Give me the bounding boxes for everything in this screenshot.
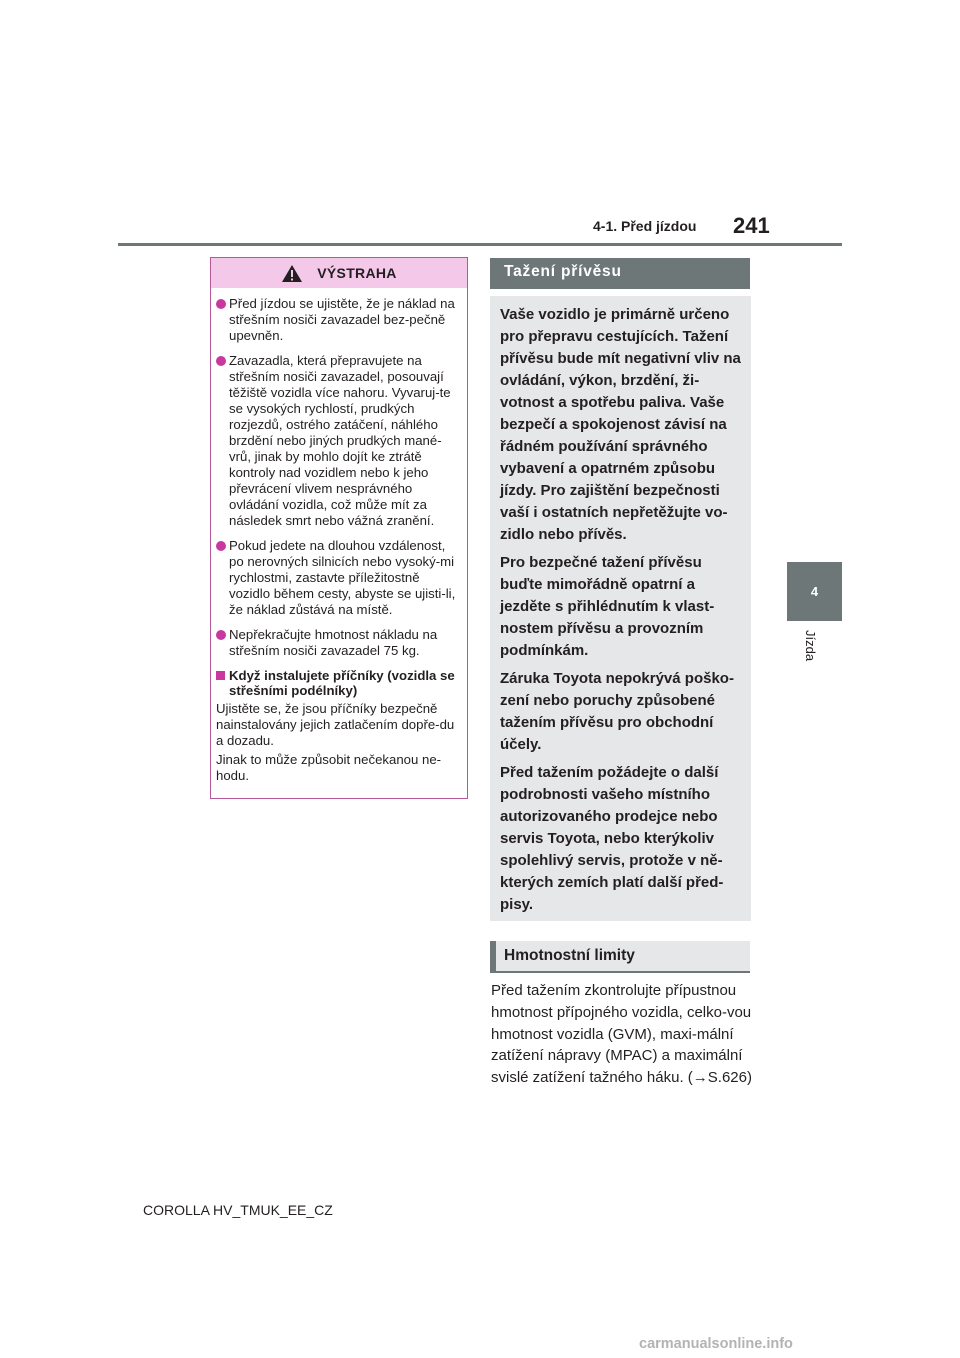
- warning-body: [211, 288, 467, 784]
- warning-item: [216, 296, 461, 344]
- warning-item-text: Pokud jedete na dlouhou vzdálenost, po nerovných silnicích nebo vysoký-mi rychlostmi, zastavte příležitostně vozidlo během cesty, abyste se ujisti-li, že náklad zůstává na místě.: [229, 538, 456, 617]
- footer-model: COROLLA HV_TMUK_EE_CZ: [143, 1202, 333, 1218]
- towing-paragraph: Před tažením požádejte o další podrobnosti vašeho místního autorizovaného prodejce nebo servis Toyota, nebo kterýkoliv spolehlivý servis, protože v ně-kterých zemích platí další před-pisy.: [500, 764, 724, 913]
- chapter-label: Jízda: [803, 630, 818, 662]
- warning-subheading-text: Když instalujete příčníky (vozidla se střešními podélníky): [229, 668, 455, 698]
- weight-limits-text: Před tažením zkontrolujte přípustnou hmotnost přípojného vozidla, celko-vou hmotnost vozidla (GVM), maxi-mální zatížení nápravy (MPAC) a maximální svislé zatížení tažného háku. (→S.626): [491, 982, 752, 1087]
- warning-item-text: Zavazadla, která přepravujete na střešním nosiči zavazadel, posouvají těžiště vozidla více nahoru. Vyvaruj-te se vysokých rychlostí, prudkých rozjezdů, ostrého zatáčení, náhlého brzdění nebo jiných prudkých mané-vrů, jinak by mohlo dojít ke ztrátě kontroly nad vozidlem nebo k jeho převrácení vlivem nesprávného ovládání vozidla, což může mít za následek smrt nebo vážná zranění.: [229, 353, 451, 528]
- warning-item: [216, 353, 461, 529]
- warning-paragraph: Ujistěte se, že jsou příčníky bezpečně nainstalovány jejich zatlačením dopře-du a dozadu.: [216, 701, 455, 748]
- towing-heading: Tažení přívěsu: [490, 258, 750, 289]
- bullet-icon: [216, 356, 226, 366]
- warning-item-text: Před jízdou se ujistěte, že je náklad na střešním nosiči zavazadel bez-pečně upevněn.: [229, 296, 455, 343]
- warning-item: [216, 627, 461, 659]
- watermark: carmanualsonline.info: [639, 1336, 793, 1352]
- bullet-icon: [216, 630, 226, 640]
- towing-paragraph: Pro bezpečné tažení přívěsu buďte mimořádně opatrní a jezděte s přihlédnutím k vlast-nostem přívěsu a provozním podmínkám.: [500, 554, 715, 659]
- chapter-tab: [787, 562, 842, 621]
- warning-item: [216, 538, 461, 618]
- towing-paragraph: Záruka Toyota nepokrývá poško-zení nebo poruchy způsobené tažením přívěsu pro obchodní účely.: [500, 670, 734, 753]
- warning-item-text: Nepřekračujte hmotnost nákladu na střešním nosiči zavazadel 75 kg.: [229, 627, 438, 658]
- warning-triangle-icon: [281, 264, 303, 283]
- warning-subheading: [216, 668, 461, 698]
- bullet-icon: [216, 541, 226, 551]
- header-divider: [118, 243, 842, 246]
- square-bullet-icon: [216, 671, 225, 680]
- warning-paragraph: Jinak to může způsobit nečekanou ne-hodu.: [216, 752, 442, 783]
- page-number: 241: [733, 213, 770, 238]
- towing-box: [490, 296, 751, 921]
- section-title: 4-1. Před jízdou: [593, 218, 697, 234]
- warning-header: [211, 258, 467, 288]
- warning-title: VÝSTRAHA: [317, 265, 397, 281]
- towing-paragraph: Vaše vozidlo je primárně určeno pro přepravu cestujících. Tažení přívěsu bude mít negativní vliv na ovládání, výkon, brzdění, ži-votnost a spotřebu paliva. Vaše bezpečí a spokojenost závisí na řádném používání správného vybavení a opatrném způsobu jízdy. Pro zajištění bezpečnosti vaší i ostatních nepřetěžujte vo-zidlo nebo přívěs.: [500, 306, 741, 543]
- warning-box: [210, 257, 468, 799]
- weight-limits-heading: Hmotnostní limity: [490, 941, 750, 973]
- bullet-icon: [216, 299, 226, 309]
- chapter-number: 4: [810, 584, 819, 599]
